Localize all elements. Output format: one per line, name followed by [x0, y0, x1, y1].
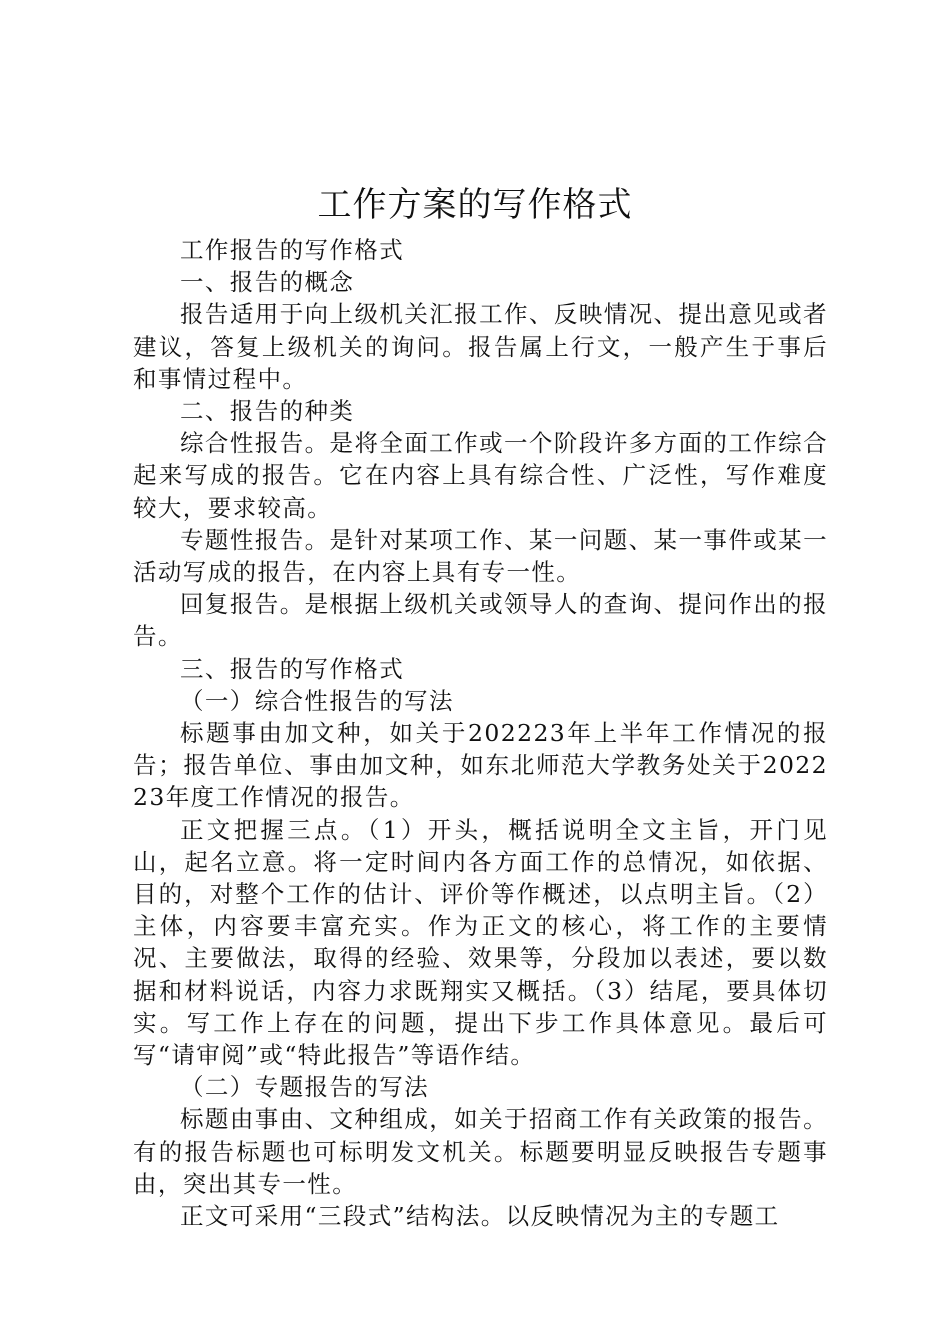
section-heading-concept: 一、报告的概念 — [180, 268, 355, 297]
paragraph-comprehensive-report: 综合性报告。是将全面工作或一个阶段许多方面的工作综合起来写成的报告。它在内容上具有综合性、广泛性，写作难度较大，要求较高。 — [133, 429, 828, 522]
paragraph-special-title: 标题由事由、文种组成，如关于招商工作有关政策的报告。有的报告标题也可标明发文机关。标题要明显反映报告专题事由，突出其专一性。 — [133, 1105, 828, 1198]
section-heading-types: 二、报告的种类 — [180, 397, 355, 426]
paragraph-three-part-structure: 正文可采用“三段式”结构法。以反映情况为主的专题工 — [180, 1202, 780, 1231]
subheading-comprehensive-method: （一）综合性报告的写法 — [180, 686, 454, 715]
section-heading-writing-format: 三、报告的写作格式 — [180, 654, 405, 683]
paragraph-body-three-points: 正文把握三点。（1）开头，概括说明全文主旨，开门见山，起名立意。将一定时间内各方面工作的总情况，如依据、目的，对整个工作的估计、评价等作概述，以点明主旨。（2）主体，内容要丰富充实。作为正文的核心，将工作的主要情况、主要做法，取得的经验、效果等，分段加以表述，要以数据和材料说话，内容力求既翔实又概括。（3）结尾，要具体切实。写工作上存在的问题，提出下步工作具体意见。最后可写“请审阅”或“特此报告”等语作结。 — [133, 815, 828, 1070]
document-title: 工作方案的写作格式 — [317, 185, 633, 225]
subheading-special-method: （二）专题报告的写法 — [180, 1073, 429, 1102]
paragraph-report-format-heading: 工作报告的写作格式 — [180, 236, 405, 264]
document-body — [133, 234, 828, 1232]
paragraph-special-report: 专题性报告。是针对某项工作、某一问题、某一事件或某一活动写成的报告，在内容上具有专一性。 — [133, 525, 828, 587]
paragraph-reply-report: 回复报告。是根据上级机关或领导人的查询、提问作出的报告。 — [133, 590, 828, 651]
paragraph-concept: 报告适用于向上级机关汇报工作、反映情况、提出意见或者建议，答复上级机关的询问。报告属上行文，一般产生于事后和事情过程中。 — [133, 300, 828, 393]
paragraph-title-format: 标题事由加文种，如关于202223年上半年工作情况的报告；报告单位、事由加文种，如东北师范大学教务处关于202223年度工作情况的报告。 — [133, 719, 828, 812]
